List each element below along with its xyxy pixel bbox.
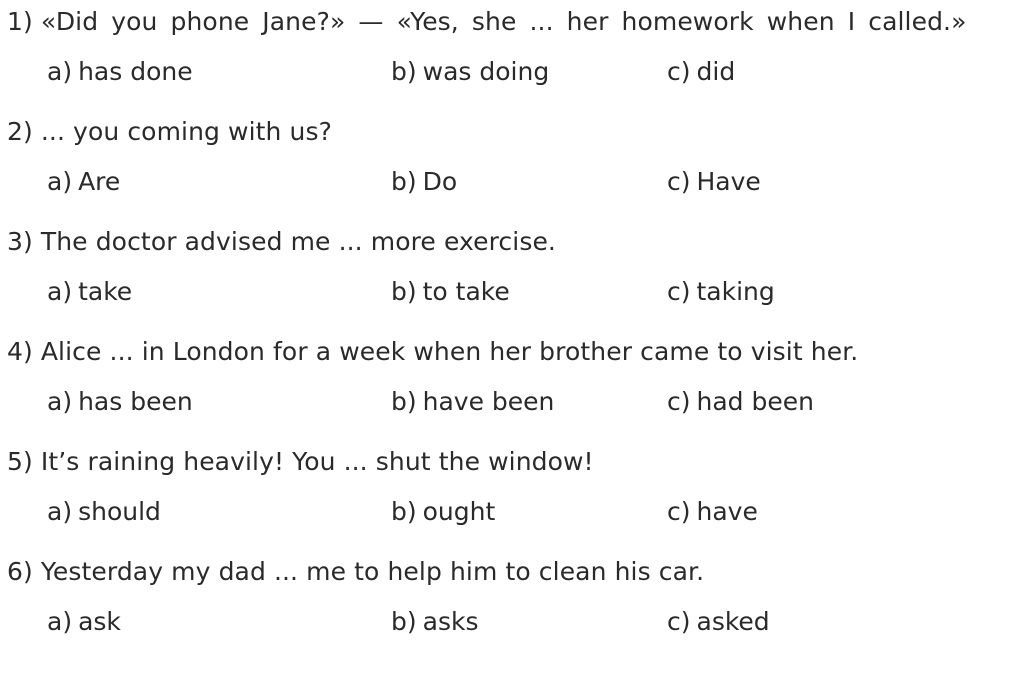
question-number: 5): [7, 447, 33, 476]
option-letter: a): [47, 277, 73, 306]
option-text: Have: [696, 167, 761, 196]
option-text: should: [78, 497, 161, 526]
option-letter: a): [47, 497, 73, 526]
option-b[interactable]: [391, 495, 495, 529]
question-6: [0, 555, 1018, 655]
option-a[interactable]: [47, 165, 120, 199]
option-b[interactable]: [391, 605, 478, 639]
option-letter: c): [667, 497, 691, 526]
question-text: Yesterday my dad ... me to help him to clean his car.: [40, 557, 705, 586]
option-letter: a): [47, 607, 73, 636]
option-text: have: [696, 497, 758, 526]
option-text: Are: [78, 167, 121, 196]
option-c[interactable]: [667, 275, 775, 309]
option-letter: b): [391, 277, 417, 306]
option-letter: b): [391, 497, 417, 526]
option-a[interactable]: [47, 605, 121, 639]
option-letter: c): [667, 57, 691, 86]
option-text: ought: [422, 497, 496, 526]
question-text: The doctor advised me ... more exercise.: [40, 227, 556, 256]
question-2: [0, 115, 1018, 215]
option-b[interactable]: [391, 165, 457, 199]
option-c[interactable]: [667, 165, 761, 199]
option-text: has done: [78, 57, 193, 86]
option-text: have been: [422, 387, 555, 416]
question-number: 3): [7, 227, 33, 256]
option-a[interactable]: [47, 55, 193, 89]
option-letter: c): [667, 607, 691, 636]
option-letter: c): [667, 277, 691, 306]
option-letter: a): [47, 167, 73, 196]
option-c[interactable]: [667, 385, 814, 419]
option-c[interactable]: [667, 495, 758, 529]
option-a[interactable]: [47, 495, 161, 529]
option-letter: c): [667, 167, 691, 196]
option-text: asked: [696, 607, 770, 636]
option-text: to take: [422, 277, 510, 306]
question-3: [0, 225, 1018, 325]
option-letter: b): [391, 607, 417, 636]
option-letter: c): [667, 387, 691, 416]
option-b[interactable]: [391, 385, 554, 419]
question-number: 6): [7, 557, 33, 586]
option-text: Do: [422, 167, 458, 196]
question-1-stem: [7, 5, 966, 39]
option-a[interactable]: [47, 385, 193, 419]
option-text: had been: [696, 387, 814, 416]
option-text: take: [78, 277, 133, 306]
option-c[interactable]: [667, 55, 735, 89]
question-4: [0, 335, 1018, 435]
option-text: has been: [78, 387, 193, 416]
option-letter: b): [391, 167, 417, 196]
question-2-stem: [7, 115, 332, 149]
question-text: It’s raining heavily! You ... shut the window!: [40, 447, 594, 476]
option-text: taking: [696, 277, 775, 306]
question-number: 4): [7, 337, 33, 366]
question-3-stem: [7, 225, 556, 259]
question-number: 1): [7, 7, 33, 36]
question-text: «Did you phone Jane?» — «Yes, she ... her homework when I called.»: [40, 7, 967, 36]
question-5: [0, 445, 1018, 545]
option-a[interactable]: [47, 275, 132, 309]
question-1: [0, 5, 1018, 105]
option-b[interactable]: [391, 55, 549, 89]
option-letter: a): [47, 387, 73, 416]
question-text: ... you coming with us?: [40, 117, 332, 146]
option-letter: b): [391, 57, 417, 86]
option-text: ask: [78, 607, 121, 636]
question-6-stem: [7, 555, 704, 589]
option-text: did: [696, 57, 736, 86]
question-number: 2): [7, 117, 33, 146]
option-b[interactable]: [391, 275, 510, 309]
option-letter: b): [391, 387, 417, 416]
question-text: Alice ... in London for a week when her brother came to visit her.: [40, 337, 859, 366]
question-4-stem: [7, 335, 858, 369]
option-c[interactable]: [667, 605, 770, 639]
option-text: asks: [422, 607, 479, 636]
option-text: was doing: [422, 57, 550, 86]
question-5-stem: [7, 445, 594, 479]
option-letter: a): [47, 57, 73, 86]
